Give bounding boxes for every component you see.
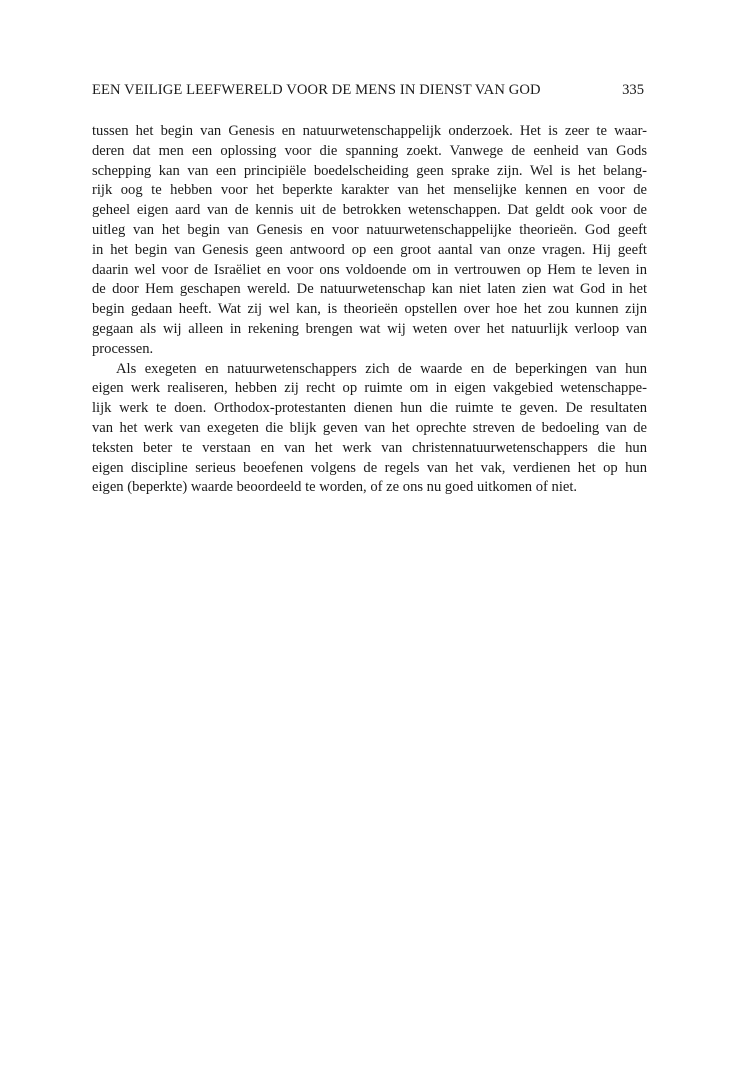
text-line: rijk oog te hebben voor het beperkte karakter van het menselijke kennen en voor de — [92, 182, 647, 199]
text-line: teksten beter te verstaan en van het werk van christennatuurwetenschappers die hun — [92, 439, 647, 456]
text-line: de door Hem geschapen wereld. De natuurwetenschap kan niet laten zien wat God in het — [92, 281, 647, 298]
body-text — [92, 122, 647, 498]
running-title: EEN VEILIGE LEEFWERELD VOOR DE MENS IN DIENST VAN GOD — [92, 82, 541, 98]
page-number: 335 — [622, 82, 644, 98]
text-line: eigen werk realiseren, hebben zij recht op ruimte om in eigen vakgebied wetenschappe- — [92, 380, 647, 397]
paragraph-2 — [92, 360, 647, 499]
running-head — [92, 80, 647, 100]
text-line: schepping kan van een principiële boedelscheiding geen sprake zijn. Wel is het belang- — [92, 162, 647, 179]
text-line: van het werk van exegeten die blijk geven van het oprechte streven de bedoeling van de — [92, 419, 647, 436]
text-line: deren dat men een oplossing voor die spanning zoekt. Vanwege de eenheid van Gods — [92, 142, 647, 159]
text-line: processen. — [92, 340, 154, 357]
text-line: lijk werk te doen. Orthodox-protestanten dienen hun die ruimte te geven. De resultaten — [92, 400, 647, 417]
text-line: eigen (beperkte) waarde beoordeeld te worden, of ze ons nu goed uitkomen of niet. — [92, 479, 578, 496]
text-line: eigen discipline serieus beoefenen volgens de regels van het vak, verdienen het op hun — [92, 459, 647, 476]
text-line: Als exegeten en natuurwetenschappers zich de waarde en de beperkingen van hun — [116, 360, 647, 377]
text-line: uitleg van het begin van Genesis en voor natuurwetenschappelijke theorieën. God geeft — [92, 221, 647, 238]
text-line: in het begin van Genesis geen antwoord op een groot aantal van onze vragen. Hij geeft — [92, 241, 647, 258]
text-line: tussen het begin van Genesis en natuurwetenschappelijk onderzoek. Het is zeer te waar- — [92, 123, 647, 139]
paragraph-1 — [92, 122, 647, 360]
text-line: begin gedaan heeft. Wat zij wel kan, is theorieën opstellen over hoe het zou kunnen zijn — [92, 301, 647, 318]
text-line: daarin wel voor de Israëliet en voor ons voldoende om in vertrouwen op Hem te leven in — [92, 261, 647, 278]
text-line: gegaan als wij alleen in rekening brengen wat wij weten over het natuurlijk verloop van — [92, 320, 647, 337]
text-line: geheel eigen aard van de kennis uit de betrokken wetenschappen. Dat geldt ook voor de — [92, 202, 647, 219]
